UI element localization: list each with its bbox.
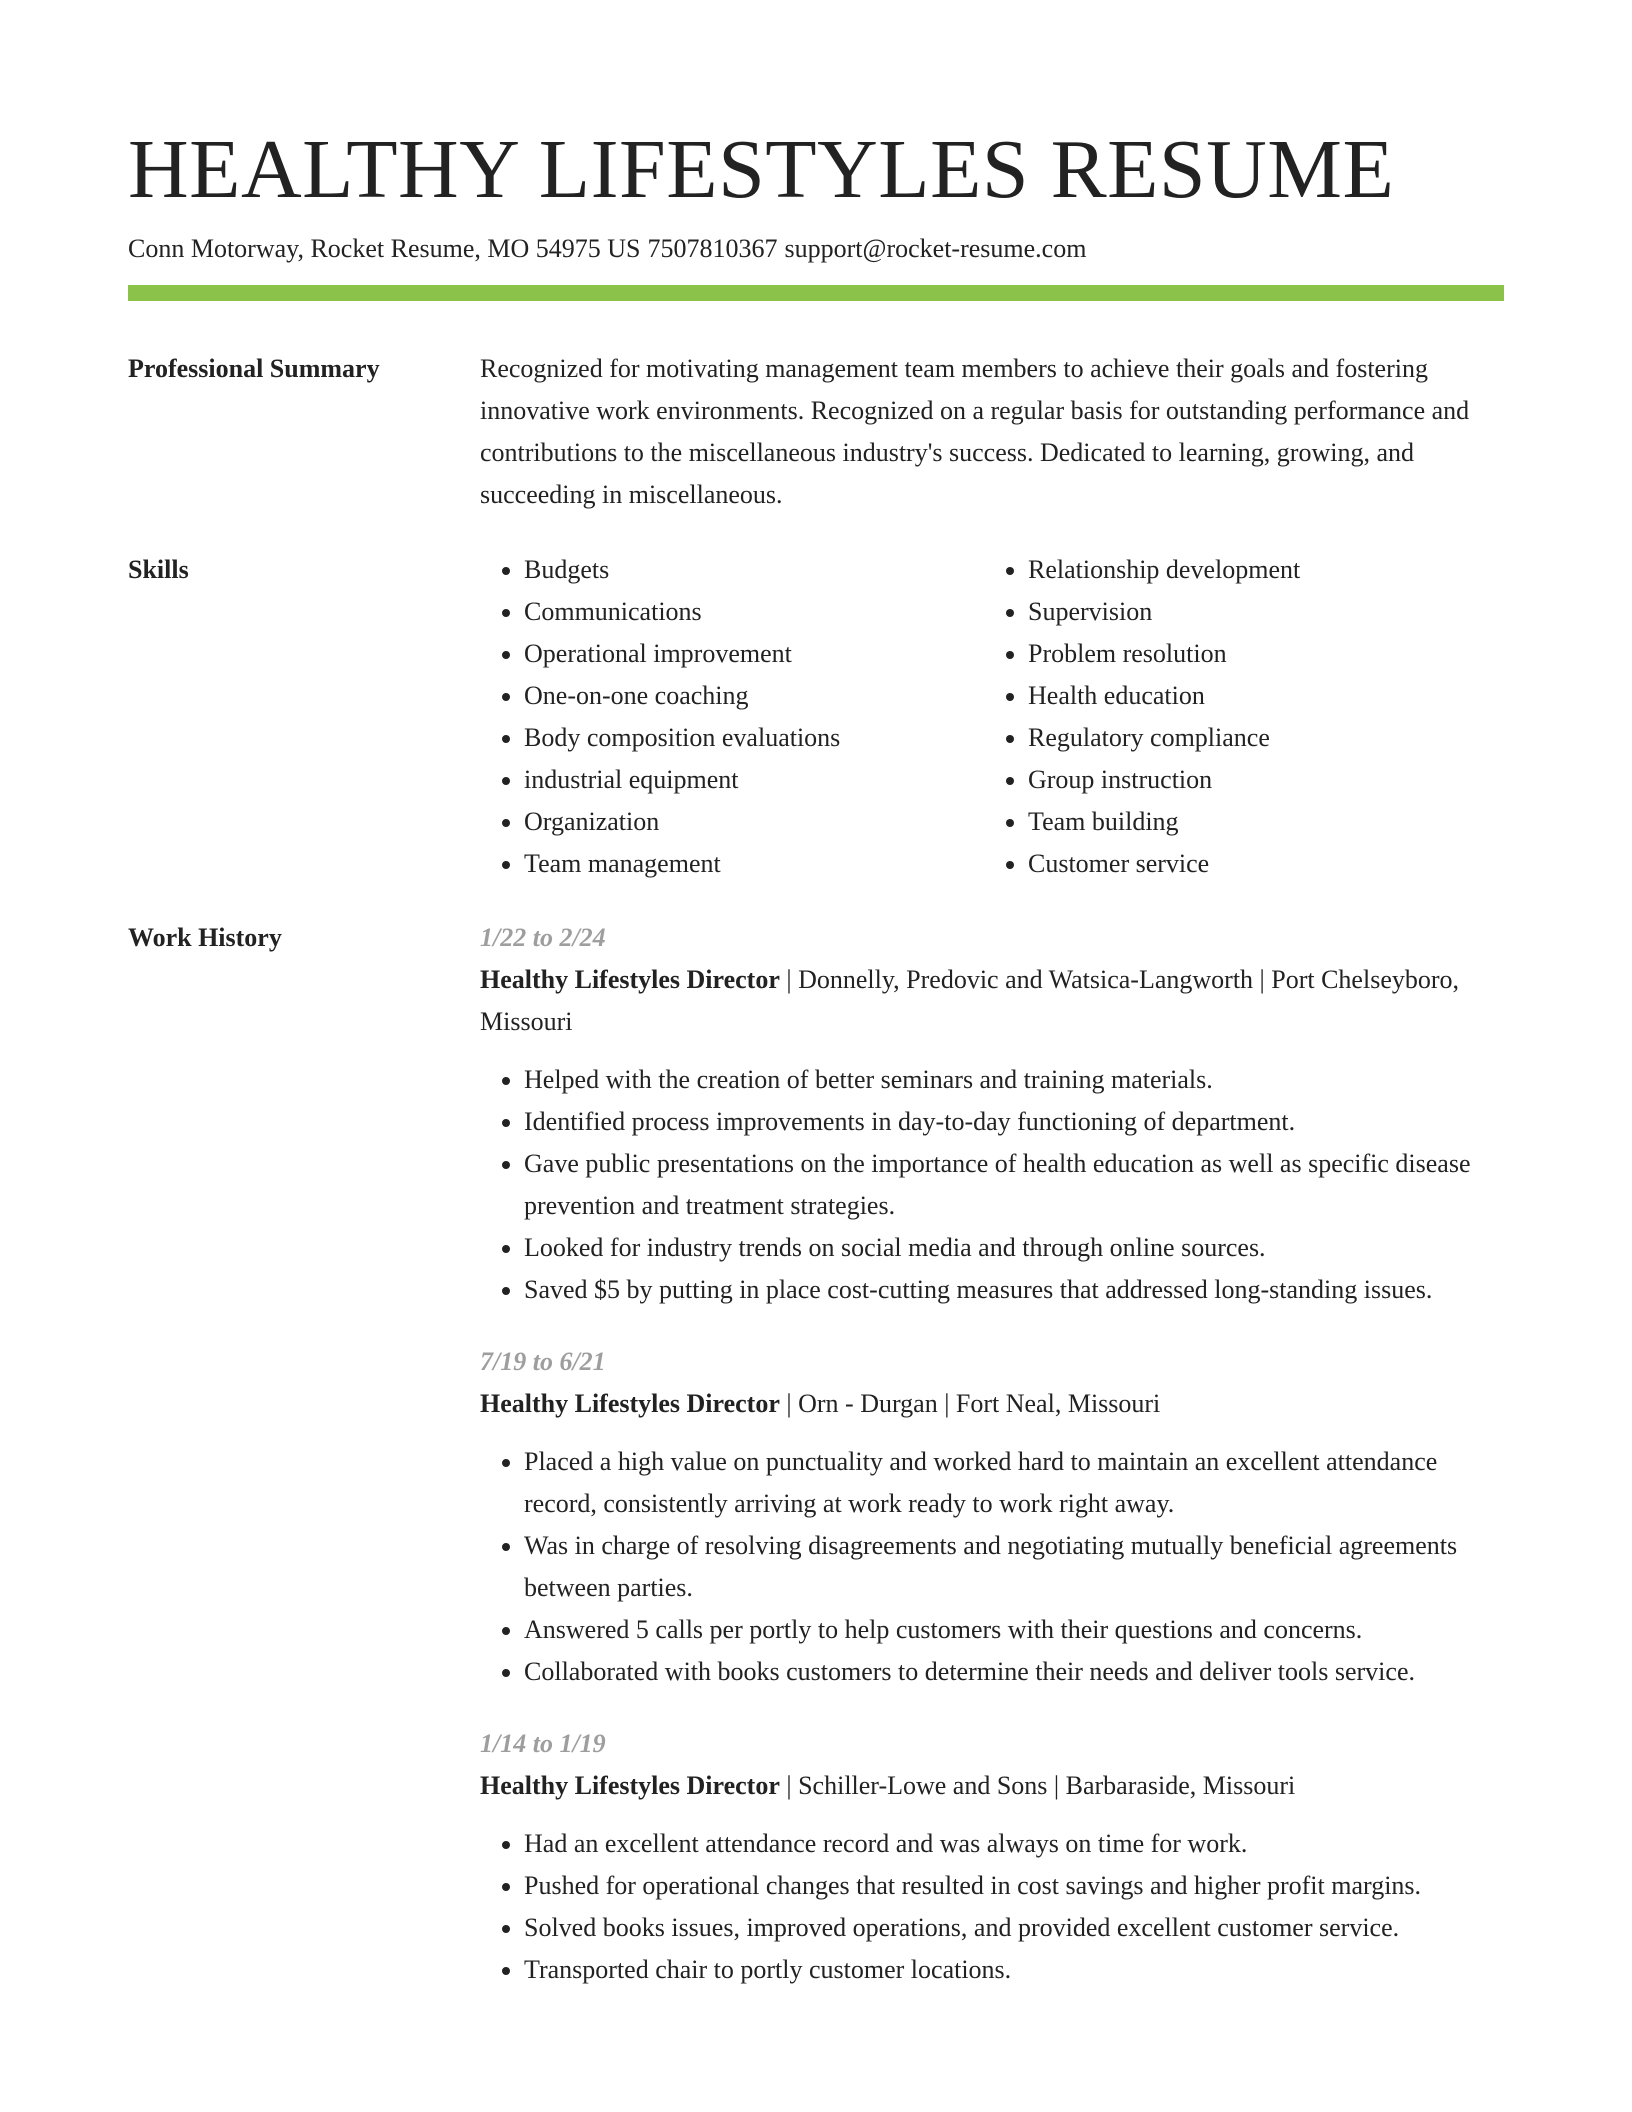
job-title: Healthy Lifestyles Director [480,965,780,994]
skill-item: • Communications [524,591,984,633]
job-duty: • Answered 5 calls per portly to help customers with their questions and concerns. [524,1609,1504,1651]
job-duty: • Looked for industry trends on social media and through online sources. [524,1227,1504,1269]
resume-title: HEALTHY LIFESTYLES RESUME [128,123,1395,216]
skill-item: • Health education [1028,675,1488,717]
job-details: | Orn - Durgan | Fort Neal, Missouri [779,1389,1161,1418]
job-duty: • Identified process improvements in day-to-day functioning of department. [524,1101,1504,1143]
job-details: | Donnelly, Predovic and Watsica-Langworth | Port Chelseyboro, Missouri [480,965,1460,1036]
skills-heading: Skills [128,555,189,584]
contact-address: Conn Motorway, Rocket Resume, MO 54975 US [128,234,641,263]
skill-item: • Budgets [524,549,984,591]
skill-item: • Group instruction [1028,759,1488,801]
job-duty: • Was in charge of resolving disagreements and negotiating mutually beneficial agreements between parties. [524,1525,1504,1609]
skill-item: • Body composition evaluations [524,717,984,759]
skill-item: • One-on-one coaching [524,675,984,717]
skill-item: • Team management [524,843,984,885]
skill-item: • Operational improvement [524,633,984,675]
job-header [480,1383,1504,1425]
job-dates: 1/14 to 1/19 [480,1729,606,1758]
job-duties-list [480,1441,1504,1693]
skill-item: • Regulatory compliance [1028,717,1488,759]
skill-item: • Organization [524,801,984,843]
skill-item: • Team building [1028,801,1488,843]
job-dates: 7/19 to 6/21 [480,1347,606,1376]
contact-email: support@rocket-resume.com [784,234,1087,263]
job-duty: • Placed a high value on punctuality and worked hard to maintain an excellent attendance record, consistently arriving at work ready to work right away. [524,1441,1504,1525]
job-details: | Schiller-Lowe and Sons | Barbaraside, Missouri [779,1771,1296,1800]
header-divider [128,285,1504,301]
job-title: Healthy Lifestyles Director [480,1389,780,1418]
contact-line [128,233,1093,265]
job-title: Healthy Lifestyles Director [480,1771,780,1800]
job-entry [480,1723,1504,1991]
skill-item: • Customer service [1028,843,1488,885]
job-entry [480,1341,1504,1693]
job-duty: • Gave public presentations on the importance of health education as well as specific disease prevention and treatment strategies. [524,1143,1504,1227]
skills-columns [480,549,1504,885]
job-duty: • Collaborated with books customers to determine their needs and deliver tools service. [524,1651,1504,1693]
skills-list-right [984,549,1488,885]
job-header [480,959,1504,1043]
job-duty: • Saved $5 by putting in place cost-cutting measures that addressed long-standing issues. [524,1269,1504,1311]
skill-item: • Relationship development [1028,549,1488,591]
summary-heading: Professional Summary [128,354,380,383]
summary-text: Recognized for motivating management team members to achieve their goals and fostering innovative work environments. Recognized on a regular basis for outstanding performance and contributions to the miscellaneous industry's success. Dedicated to learning, growing, and succeeding in miscellaneous. [480,354,1470,509]
contact-phone: 7507810367 [647,234,778,263]
skill-item: • industrial equipment [524,759,984,801]
job-duty: • Had an excellent attendance record and was always on time for work. [524,1823,1504,1865]
work-history-heading: Work History [128,923,282,952]
job-dates: 1/22 to 2/24 [480,923,606,952]
job-duty: • Solved books issues, improved operations, and provided excellent customer service. [524,1907,1504,1949]
job-header [480,1765,1504,1807]
skills-body [480,549,1504,885]
job-duties-list [480,1823,1504,1991]
summary-body [480,348,1504,516]
job-duty: • Pushed for operational changes that resulted in cost savings and higher profit margins. [524,1865,1504,1907]
work-history-body [480,917,1504,2021]
job-duty: • Helped with the creation of better seminars and training materials. [524,1059,1504,1101]
skills-list-left [480,549,984,885]
job-entry [480,917,1504,1311]
skill-item: • Problem resolution [1028,633,1488,675]
job-duties-list [480,1059,1504,1311]
skill-item: • Supervision [1028,591,1488,633]
job-duty: • Transported chair to portly customer locations. [524,1949,1504,1991]
